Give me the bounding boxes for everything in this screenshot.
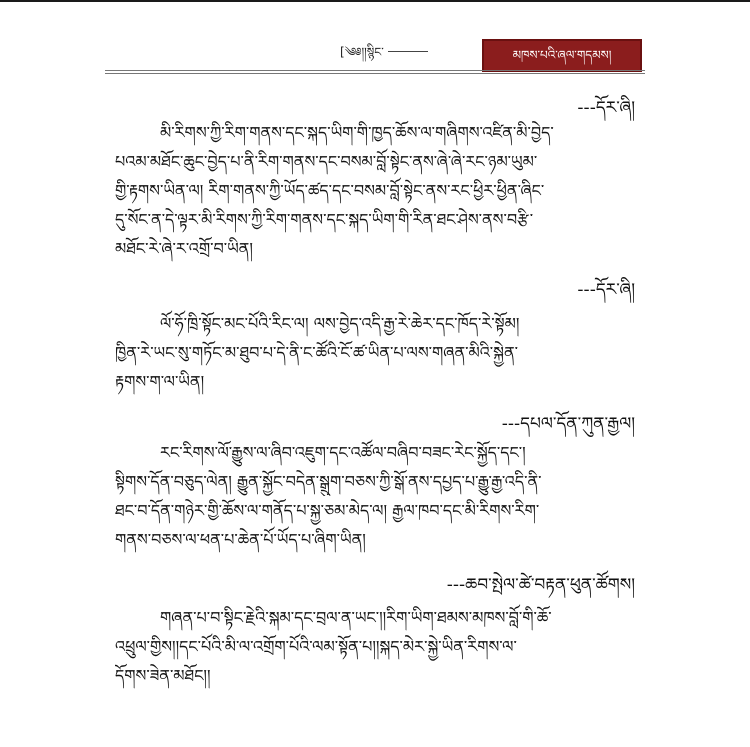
paragraph-line: མཐོང་རེ་ཞེ་ར་འགྲོ་བ་ཡིན། <box>115 239 253 258</box>
header-ornament <box>340 40 480 62</box>
brand-label-box <box>482 39 642 72</box>
brand-label: མཁས་པའི་ཞལ་གདམས། <box>512 48 612 62</box>
section-1-credit-text: ---དོར་ཞི། <box>577 98 635 118</box>
paragraph-line: གྱི་རྟགས་ཡིན་ལ། རིག་གནས་ཀྱི་ཡོད་ཚད་དང་བསམ་བློ་སྟེང་ནས་རང་ཕྱིར་ཕྱིན་ཞིང་ <box>115 181 545 200</box>
paragraph-line: ཐང་བ་དོན་གཉེར་གྱི་ཆོས་ལ་གནོད་པ་སྐྱ་ཅམ་མེད་ལ། རྒྱལ་ཁབ་དང་མི་རིགས་རིག་ <box>115 501 540 520</box>
top-border-line <box>0 0 750 2</box>
paragraph-line: གནས་བཅས་ལ་ཕན་པ་ཆེན་པོ་ཡོད་པ་ཞིག་ཡིན། <box>115 530 366 549</box>
paragraph-line: སྟིགས་དོན་བཅུད་ལེན། རྒྱུན་སྐྱོང་བདེན་སྒྲུག་བཅས་ཀྱི་སྒོ་ནས་དཔྱད་པ་རྒྱུ་རྒྱ་འདི་ནི་ <box>115 472 542 491</box>
section-3-paragraph <box>115 438 635 554</box>
paragraph-line: ལོ་ཧོ་ཁྲི་སྟོང་མང་པོའི་རིང་ལ། ལས་བྱེད་འདི་རྒྱ་རེ་ཆེར་དང་ཁོད་རེ་སྟོམ། <box>160 314 520 333</box>
section-4-credit-text: ---ཆབ་སྤེལ་ཚེ་བརྟན་ཕུན་ཚོགས། <box>446 575 635 595</box>
paragraph-line: རྟགས་ག་ལ་ཡིན། <box>115 372 205 391</box>
ornament-text: [༄༅།།སྙིང་ <box>340 44 384 59</box>
header-rule <box>105 70 645 74</box>
section-4-paragraph <box>115 603 635 690</box>
paragraph-line: ཁྱིན་རེ་ཡང་སུ་གཏོང་མ་ཐུབ་པ་དེ་ནི་ང་ཚོའི་ངོ་ཚ་ཡིན་པ་ལས་གཞན་མིའི་སྐྱེན་ <box>115 343 518 362</box>
section-2-paragraph <box>115 309 635 396</box>
section-3-credit-text: ---དཔལ་དོན་ཀུན་རྒྱལ། <box>501 414 635 434</box>
paragraph-line: དུ་སོང་ན་དེ་ལྟར་མི་རིགས་ཀྱི་རིག་གནས་དང་སྐད་ཡིག་གི་རིན་ཐང་ཤེས་ནས་བརྩི་ <box>115 210 534 229</box>
ornament-flourish <box>388 51 428 52</box>
section-2-credit-text: ---དོར་ཞི། <box>577 280 635 300</box>
paragraph-line: རང་རིགས་ལོ་རྒྱུས་ལ་ཞིབ་འཇུག་དང་འཚོལ་བཞིབ་བཟང་རེང་སྐྱོད་དང་། <box>160 443 526 462</box>
paragraph-line: གཞན་པ་བ་སྟིང་རྗེའི་སྐམ་དང་བྲལ་ན་ཡང་།།རིག་ཡིག་ཐམས་མཁས་བློ་གི་ཆོ་ <box>160 608 552 627</box>
paragraph-line: འཕྲུལ་གྱིས།།དང་པོའི་མི་ལ་འགྲོག་པོའི་ལམ་སྟོན་པ།།སྐད་མེར་སྐྱེ་ཡིན་རིགས་ལ་ <box>115 637 517 656</box>
paragraph-line: མི་རིགས་ཀྱི་རིག་གནས་དང་སྐད་ཡིག་གི་ཁྱད་ཆོས་ལ་གཞིགས་འཛིན་མི་བྱེད་ <box>160 123 554 142</box>
paragraph-line: དོགས་ཟེན་མཐོང།། <box>115 666 211 685</box>
section-1-paragraph <box>115 118 635 263</box>
paragraph-line: པའམ་མཐོང་ཆུང་བྱེད་པ་ནི་རིག་གནས་དང་བསམ་བློ་སྟེང་ནས་ཞེ་ཞེ་རང་ཉམ་ཡུམ་ <box>115 152 538 171</box>
